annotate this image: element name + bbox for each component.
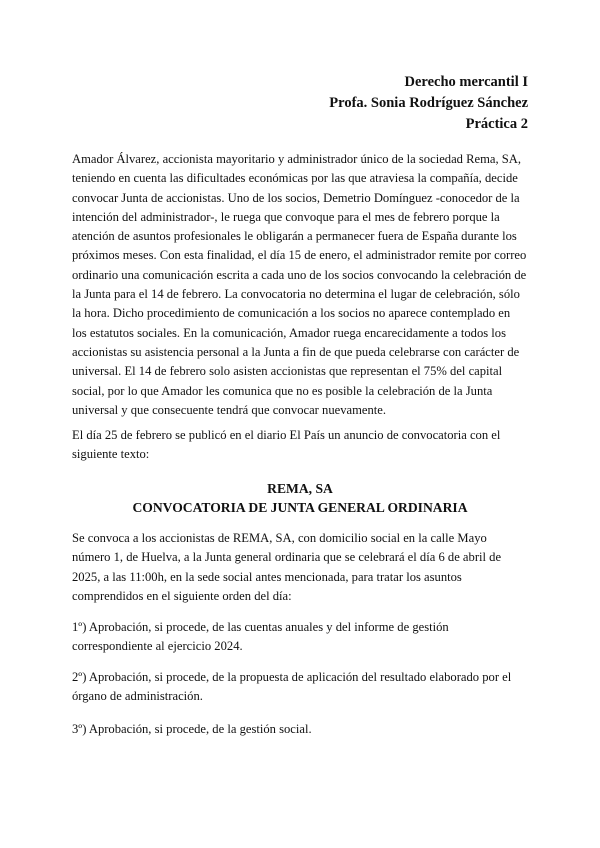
agenda-item-1: 1º) Aprobación, si procede, de las cuentas anuales y del informe de gestión correspondiente al ejercicio 2024.	[72, 620, 449, 654]
notice-title-block	[72, 479, 528, 517]
case-paragraph: Amador Álvarez, accionista mayoritario y administrador único de la sociedad Rema, SA, teniendo en cuenta las dificultades económicas por las que atraviesa la compañía, decide convocar Junta de accionistas. Uno de los socios, Demetrio Domínguez -conocedor de la intención del administrador-, le ruega que convoque para el mes de febrero porque la atención de asuntos profesionales le obligarán a permanecer fuera de España durante los próximos meses. Con esta finalidad, el día 15 de enero, el administrador remite por correo ordinario una comunicación escrita a cada uno de los socios convocando la celebración de la Junta para el 14 de febrero. La convocatoria no determina el lugar de celebración, sólo la hora. Dicho procedimiento de comunicación a los socios no aparece contemplado en los estatutos sociales. En la comunicación, Amador ruega encarecidamente a todos los accionistas su asistencia personal a la Junta a fin de que pueda celebrarse con carácter de universal. El 14 de febrero solo asisten accionistas que representan el 75% del capital social, por lo que Amador les comunica que no es posible la celebración de la Junta universal y que consecuente tendrá que convocar nuevamente.	[72, 152, 527, 417]
agenda-item-2: 2º) Aprobación, si procede, de la propuesta de aplicación del resultado elaborado por el órgano de administración.	[72, 670, 512, 704]
agenda-item-3: 3º) Aprobación, si procede, de la gestión social.	[72, 722, 312, 736]
notice-heading: CONVOCATORIA DE JUNTA GENERAL ORDINARIA	[132, 500, 468, 515]
course-title: Derecho mercantil I	[404, 74, 528, 90]
notice-company-name: REMA, SA	[267, 481, 333, 496]
professor-name: Profa. Sonia Rodríguez Sánchez	[329, 95, 528, 111]
announcement-intro-paragraph: El día 25 de febrero se publicó en el diario El País un anuncio de convocatoria con el siguiente texto:	[72, 428, 501, 462]
practice-number: Práctica 2	[465, 116, 528, 132]
notice-body-paragraph: Se convoca a los accionistas de REMA, SA, con domicilio social en la calle Mayo número 1, de Huelva, a la Junta general ordinaria que se celebrará el día 6 de abril de 2025, a las 11:00h, en la sede social antes mencionada, para tratar los asuntos comprendidos en el siguiente orden del día:	[72, 531, 502, 603]
document-header	[329, 72, 528, 135]
